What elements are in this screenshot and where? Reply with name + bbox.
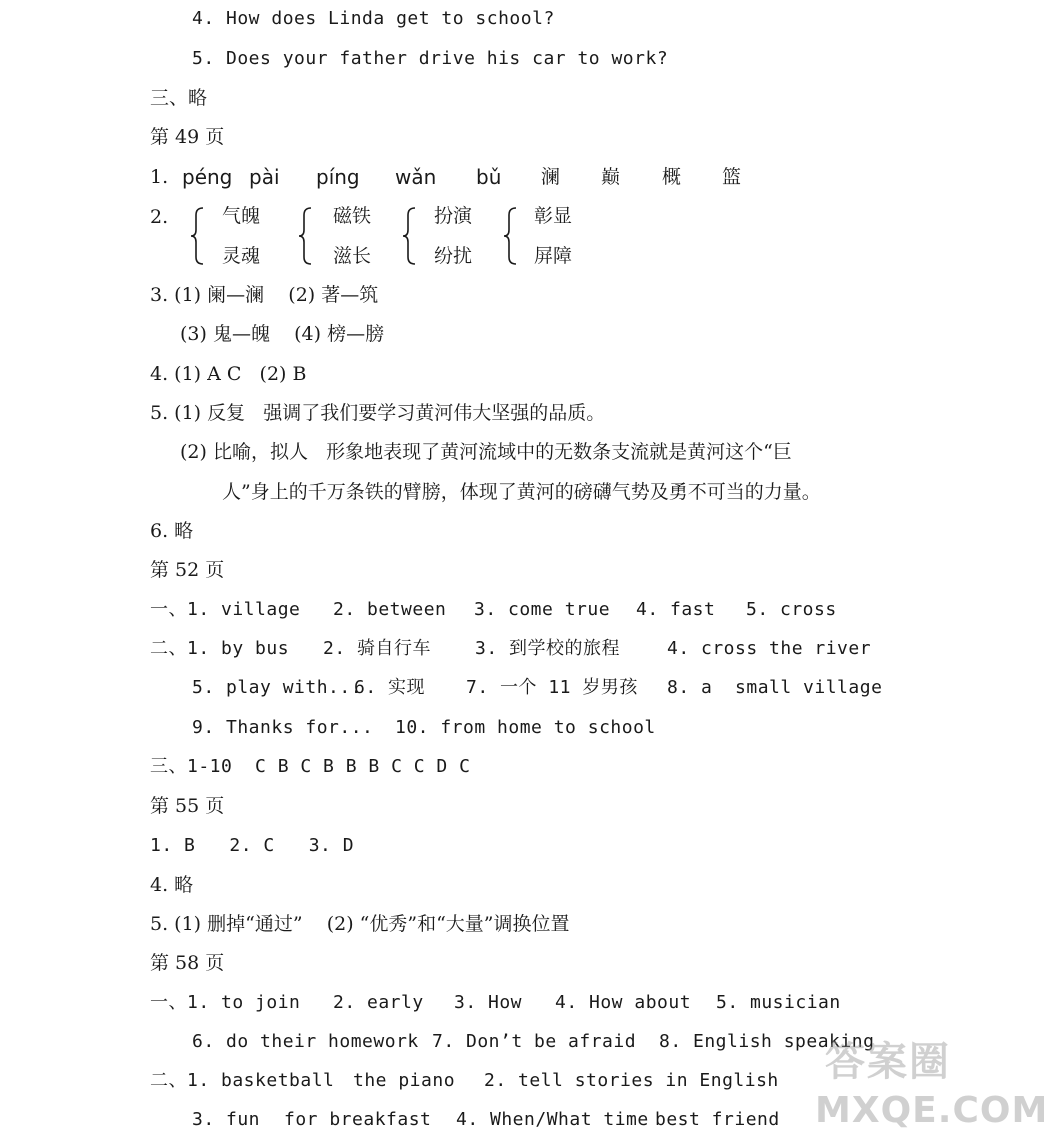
pinyin-item: wǎn [395,165,437,189]
answer-item: 5. play with... [192,677,363,698]
watermark [815,1030,1048,1135]
line-q4: 4. How does Linda get to school? [192,8,555,29]
word-pair-bottom: 纷扰 [434,245,473,267]
watermark-chinese: 答案圈 [825,1039,951,1085]
answer-item: 8. a small village [667,677,883,698]
answer-item: 一、1. village [150,599,301,620]
answer-item: 4. When/What time [456,1109,649,1130]
pinyin-item: pài [249,165,280,189]
answer-item: 6. 实现 [354,677,426,698]
answer-item: the piano [353,1070,456,1091]
char-item: 澜 [541,166,561,188]
answer-item: 二、1. basketball [150,1070,335,1091]
left-brace-icon [503,207,517,265]
answer-item: 7. 一个 11 岁男孩 [466,677,638,698]
answer-item: 3. come true [474,599,611,620]
answer-item: 2. tell stories in English [484,1070,779,1091]
answer-item: 4. How about [555,992,692,1013]
watermark-domain: MXQE.COM [815,1090,1048,1131]
answer-item: 4. fast [636,599,716,620]
pinyin-item: píng [316,165,360,189]
page-heading-58: 第 58 页 [150,952,225,974]
answer-item: for breakfast [284,1109,432,1130]
p55-q1-3: 1. B 2. C 3. D [150,835,355,856]
line-q5: 5. Does your father drive his car to work? [192,48,669,69]
word-pair-bottom: 屏障 [534,245,573,267]
answer-item: 二、1. by bus [150,638,290,659]
answer-item: 2. between [333,599,447,620]
word-pair-bottom: 灵魂 [222,245,261,267]
word-pair-top: 扮演 [434,205,473,227]
p49-q3-line1: 3. (1) 阑—澜 (2) 著—筑 [150,284,379,306]
answer-item: 3. 到学校的旅程 [475,638,621,659]
word-pair-top: 彰显 [534,205,573,227]
answer-item: 6. do their homework [192,1031,419,1052]
page-heading-52: 第 52 页 [150,559,225,581]
page-heading-55: 第 55 页 [150,795,225,817]
page-heading-49: 第 49 页 [150,126,225,148]
answer-item: 5. cross [746,599,837,620]
p49-q5-line3: 人”身上的千万条铁的臂膀，体现了黄河的磅礴气势及勇不可当的力量。 [222,481,821,503]
answer-item: 4. cross the river [667,638,872,659]
answer-item: 2. early [333,992,424,1013]
section-three: 三、略 [150,87,208,109]
answer-item: 5. musician [716,992,841,1013]
answer-item: 3. How [454,992,523,1013]
answer-item: best friend [655,1109,780,1130]
char-item: 篮 [722,166,742,188]
answer-item: 3. fun [192,1109,261,1130]
word-pair-bottom: 滋长 [333,245,372,267]
answer-item: 8. English speaking [659,1031,875,1052]
p49-q5-line1: 5. (1) 反复 强调了我们要学习黄河伟大坚强的品质。 [150,402,606,424]
p49-q4: 4. (1) A C (2) B [150,363,307,385]
char-item: 巅 [601,166,621,188]
p55-q5: 5. (1) 删掉“通过” (2) “优秀”和“大量”调换位置 [150,913,570,935]
p49-q2-number: 2. [150,206,169,228]
answer-item: 一、1. to join [150,992,301,1013]
answer-item: 10. from home to school [395,717,656,738]
p49-q3-line2: (3) 鬼—魄 (4) 榜—膀 [180,323,385,345]
word-pair-top: 磁铁 [333,205,372,227]
p49-q1-number: 1. [150,166,169,188]
pinyin-item: péng [182,165,233,189]
p55-q4: 4. 略 [150,874,194,896]
p52-section3: 三、1-10 C B C B B B C C D C [150,756,471,777]
char-item: 概 [662,166,682,188]
left-brace-icon [190,207,204,265]
word-pair-top: 气魄 [222,205,261,227]
answer-item: 2. 骑自行车 [323,638,432,659]
left-brace-icon [298,207,312,265]
p49-q5-line2: (2) 比喻，拟人 形象地表现了黄河流域中的无数条支流就是黄河这个“巨 [180,441,792,463]
answer-item: 7. Don’t be afraid [432,1031,637,1052]
answer-item: 9. Thanks for... [192,717,374,738]
left-brace-icon [402,207,416,265]
pinyin-item: bǔ [476,165,502,189]
p49-q6: 6. 略 [150,520,194,542]
